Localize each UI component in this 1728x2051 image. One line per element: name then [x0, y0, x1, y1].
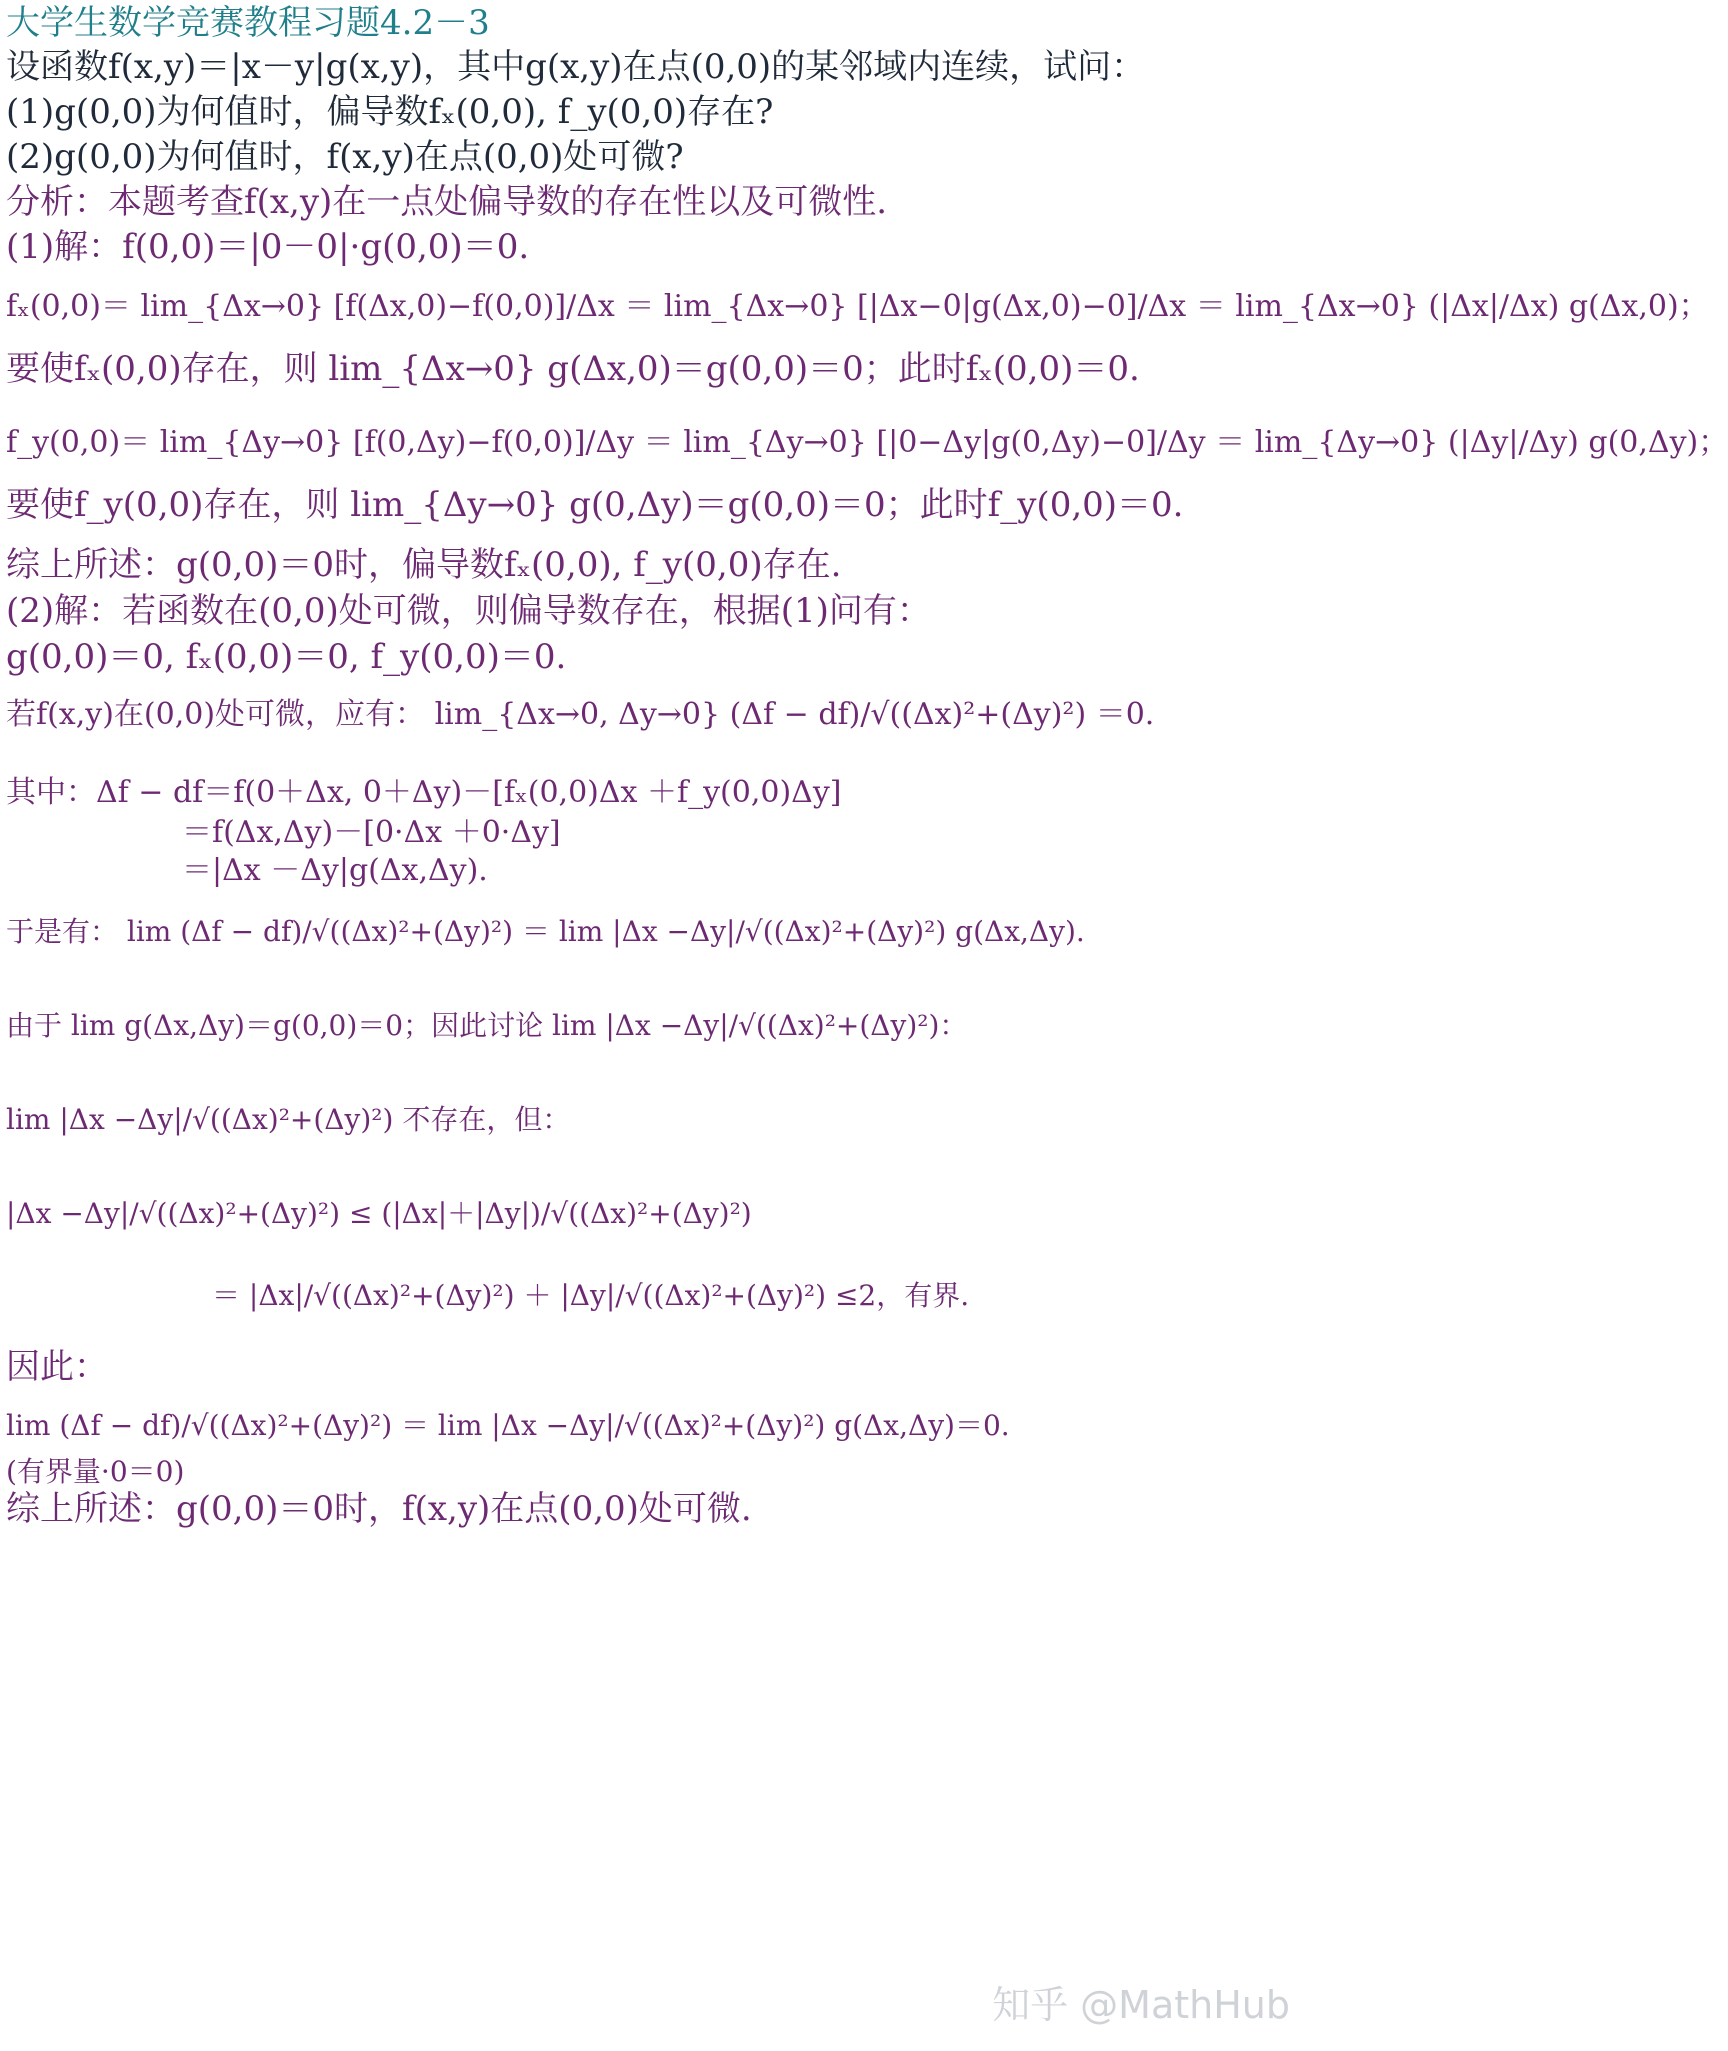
part2-values: g(0,0)＝0, fₓ(0,0)＝0, f_y(0,0)＝0.	[6, 637, 567, 677]
fy-limit-derivation: f_y(0,0)＝ lim_{Δy→0} [f(0,Δy)−f(0,0)]/Δy ＝ lim_{Δy→0} [|0−Δy|g(0,Δy)−0]/Δy ＝ lim_{Δy→0} (|Δy|/Δy) g(0,Δy)；	[6, 425, 1728, 460]
fx-limit-derivation: fₓ(0,0)＝ lim_{Δx→0} [f(Δx,0)−f(0,0)]/Δx ＝ lim_{Δx→0} [|Δx−0|g(Δx,0)−0]/Δx ＝ lim_{Δx→0} (|Δx|/Δx) g(Δx,0)；	[6, 289, 1709, 324]
question-2: (2)g(0,0)为何值时，f(x,y)在点(0,0)处可微?	[6, 137, 684, 177]
analysis-text: 分析：本题考查f(x,y)在一点处偏导数的存在性以及可微性.	[6, 182, 888, 222]
problem-statement: 设函数f(x,y)＝|x－y|g(x,y)，其中g(x,y)在点(0,0)的某邻域内连续，试问：	[6, 47, 1146, 87]
final-limit-line: lim (Δf − df)/√((Δx)²+(Δy)²) ＝ lim |Δx −Δy|/√((Δx)²+(Δy)²) g(Δx,Δy)＝0.	[6, 1409, 1010, 1442]
so-we-have-line: 于是有： lim (Δf − df)/√((Δx)²+(Δy)²) ＝ lim |Δx −Δy|/√((Δx)²+(Δy)²) g(Δx,Δy).	[6, 915, 1085, 948]
where-line-1: 其中：Δf − df＝f(0＋Δx, 0＋Δy)－[fₓ(0,0)Δx ＋f_y(0,0)Δy]	[6, 775, 842, 810]
where-line-3: ＝|Δx －Δy|g(Δx,Δy).	[182, 853, 488, 888]
fy-existence-condition: 要使f_y(0,0)存在，则 lim_{Δy→0} g(0,Δy)＝g(0,0)＝0；此时f_y(0,0)＝0.	[6, 485, 1184, 525]
since-line: 由于 lim g(Δx,Δy)＝g(0,0)＝0；因此讨论 lim |Δx −Δy|/√((Δx)²+(Δy)²)：	[6, 1009, 968, 1042]
question-1: (1)g(0,0)为何值时，偏导数fₓ(0,0), f_y(0,0)存在?	[6, 92, 774, 132]
watermark: 知乎 @MathHub	[992, 1983, 1290, 2027]
final-limit-note: (有界量·0＝0)	[6, 1455, 185, 1488]
conclusion-line: 综上所述：g(0,0)＝0时，f(x,y)在点(0,0)处可微.	[6, 1489, 752, 1529]
document-title: 大学生数学竞赛教程习题4.2－3	[6, 3, 490, 43]
part2-intro: (2)解：若函数在(0,0)处可微，则偏导数存在，根据(1)问有：	[6, 591, 931, 631]
fx-existence-condition: 要使fₓ(0,0)存在，则 lim_{Δx→0} g(Δx,0)＝g(0,0)＝0；此时fₓ(0,0)＝0.	[6, 349, 1140, 389]
part1-intro: (1)解：f(0,0)＝|0－0|·g(0,0)＝0.	[6, 227, 530, 267]
where-line-2: ＝f(Δx,Δy)－[0·Δx ＋0·Δy]	[182, 815, 561, 850]
inequality-line-1: |Δx −Δy|/√((Δx)²+(Δy)²) ≤ (|Δx|＋|Δy|)/√((Δx)²+(Δy)²)	[6, 1197, 752, 1230]
limit-not-exist-line: lim |Δx −Δy|/√((Δx)²+(Δy)²) 不存在，但：	[6, 1103, 571, 1136]
inequality-line-2: ＝ |Δx|/√((Δx)²+(Δy)²) ＋ |Δy|/√((Δx)²+(Δy)²) ≤2，有界.	[212, 1279, 970, 1312]
part1-summary: 综上所述：g(0,0)＝0时，偏导数fₓ(0,0), f_y(0,0)存在.	[6, 545, 842, 585]
therefore-label: 因此：	[6, 1347, 108, 1387]
differentiability-condition: 若f(x,y)在(0,0)处可微，应有： lim_{Δx→0, Δy→0} (Δf − df)/√((Δx)²+(Δy)²) ＝0.	[6, 697, 1155, 732]
